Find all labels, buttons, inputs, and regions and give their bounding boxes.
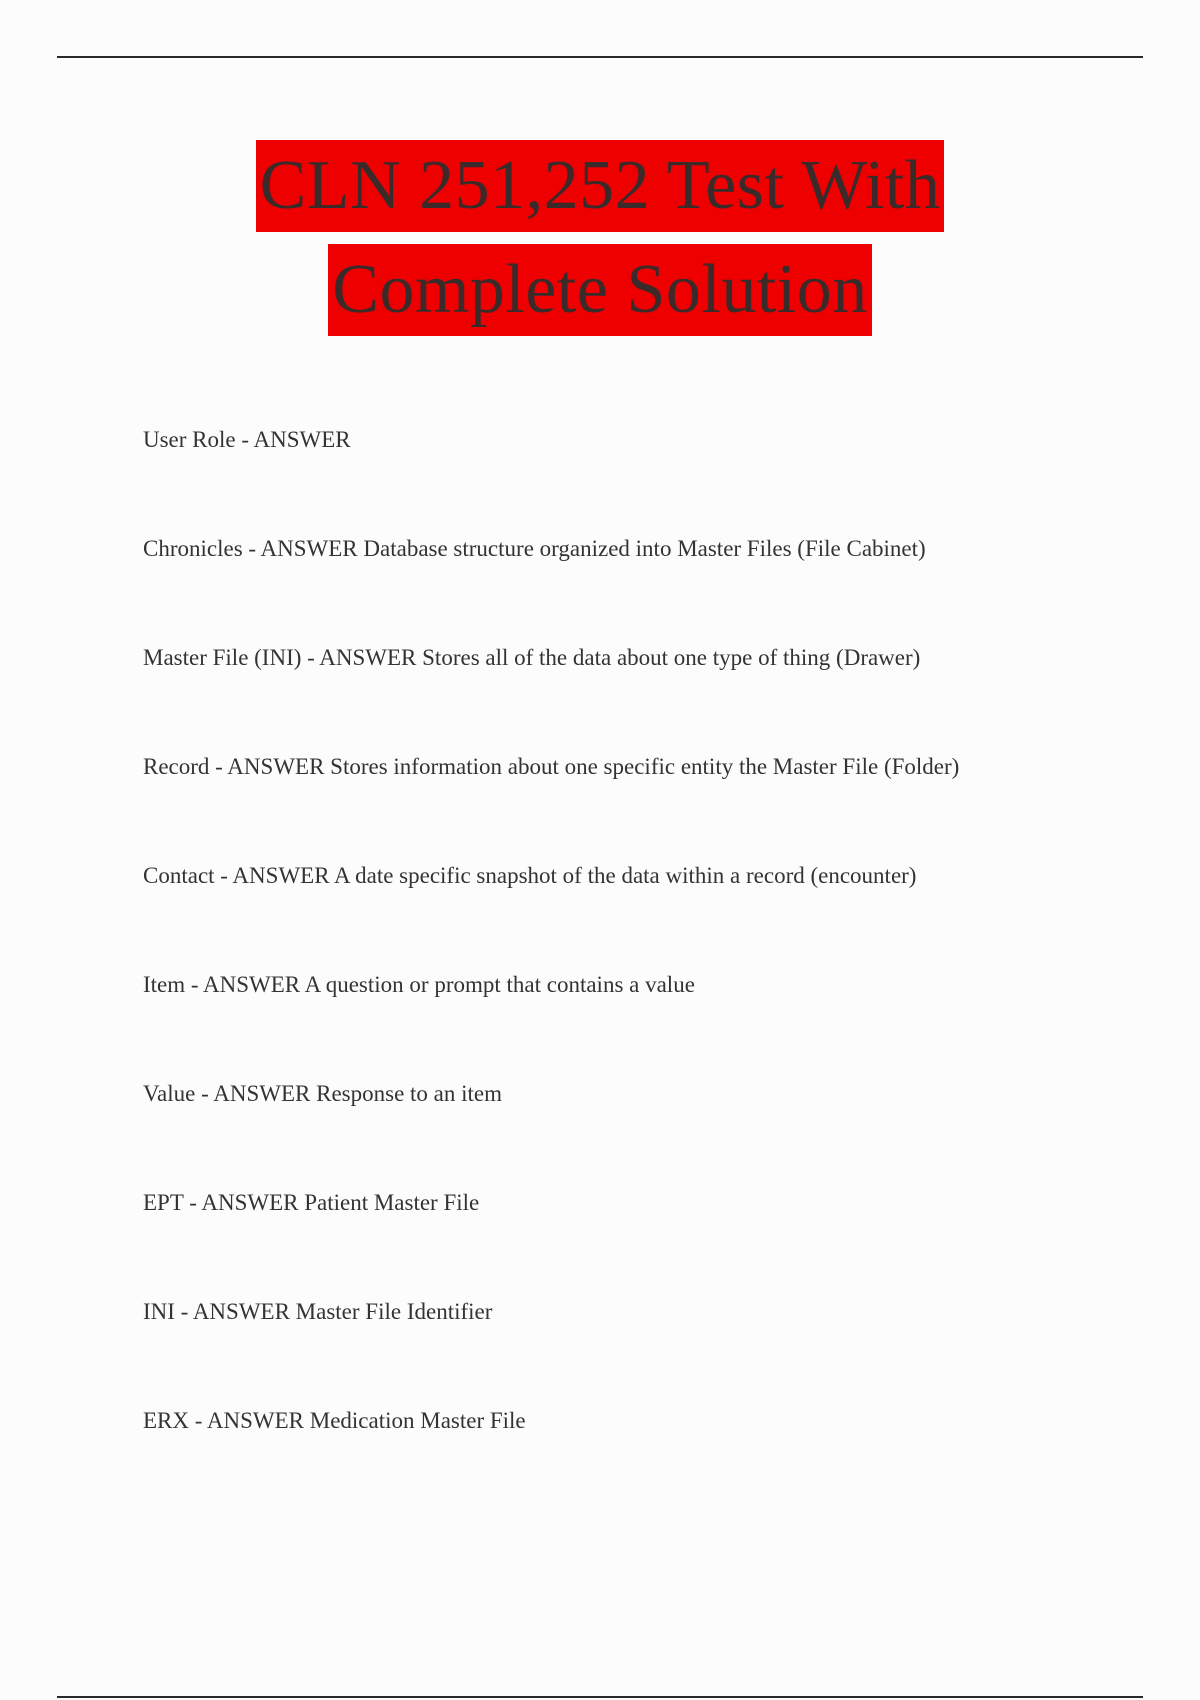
title-line-2: Complete Solution: [328, 244, 871, 336]
qa-entry: ERX - ANSWER Medication Master File: [143, 1408, 526, 1433]
qa-entry: Record - ANSWER Stores information about one specific entity the Master File (Folder): [143, 754, 960, 779]
qa-entry-list: [143, 420, 1163, 1510]
qa-entry: EPT - ANSWER Patient Master File: [143, 1190, 480, 1215]
document-title: [0, 140, 1200, 336]
qa-entry: Master File (INI) - ANSWER Stores all of the data about one type of thing (Drawer): [143, 645, 921, 670]
qa-entry: User Role - ANSWER: [143, 427, 351, 452]
qa-entry: Value - ANSWER Response to an item: [143, 1081, 503, 1106]
qa-entry: Contact - ANSWER A date specific snapshot of the data within a record (encounter): [143, 863, 917, 888]
qa-entry: INI - ANSWER Master File Identifier: [143, 1299, 493, 1324]
title-line-1: CLN 251,252 Test With: [256, 140, 945, 232]
header-rule: [57, 56, 1143, 58]
qa-entry: Item - ANSWER A question or prompt that contains a value: [143, 972, 695, 997]
qa-entry: Chronicles - ANSWER Database structure organized into Master Files (File Cabinet): [143, 536, 926, 561]
footer-rule: [57, 1696, 1143, 1698]
